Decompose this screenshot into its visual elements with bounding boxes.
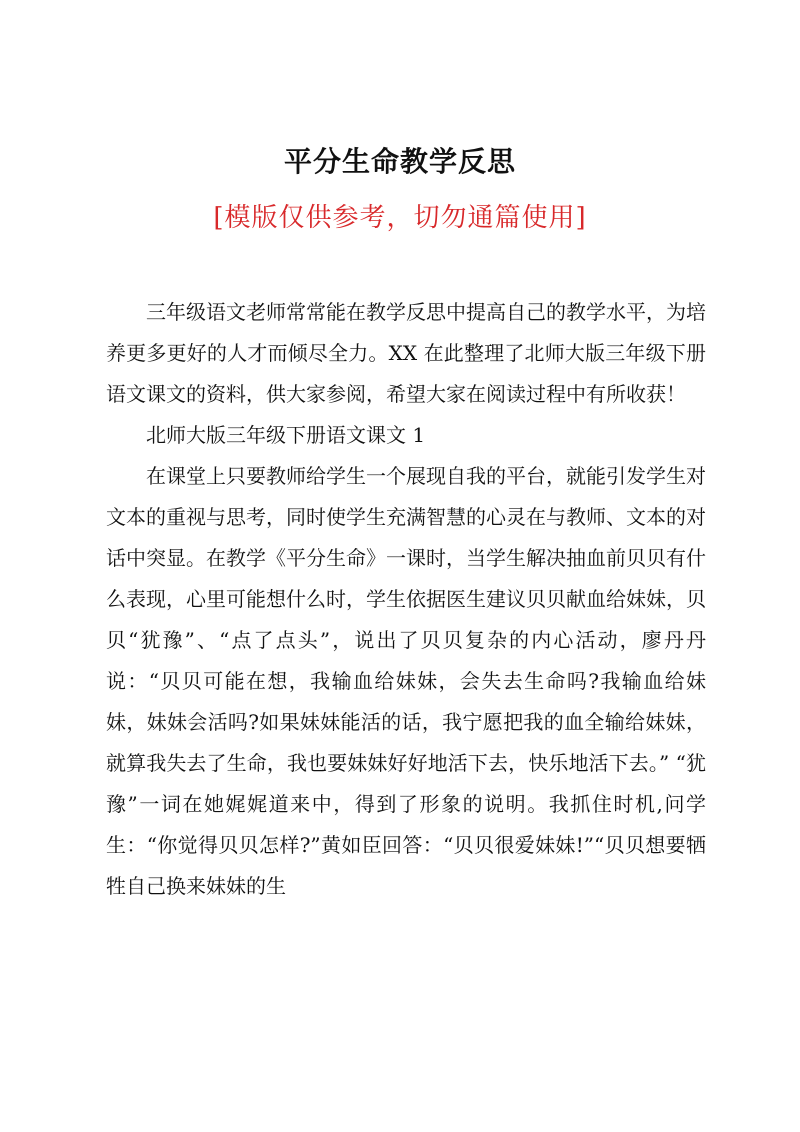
intro-paragraph: 三年级语文老师常常能在教学反思中提高自己的教学水平，为培养更多更好的人才而倾尽全力。XX 在此整理了北师大版三年级下册语文课文的资料，供大家参阅，希望大家在阅读过程中有所收获！	[106, 300, 706, 406]
section-heading: 北师大版三年级下册语文课文 1	[146, 423, 426, 447]
document-title: 平分生命教学反思	[283, 145, 516, 178]
document-body	[106, 292, 706, 907]
body-paragraph: 在课堂上只要教师给学生一个展现自我的平台，就能引发学生对文本的重视与思考，同时使学生充满智慧的心灵在与教师、文本的对话中突显。在教学《平分生命》一课时，当学生解决抽血前贝贝有什么表现，心里可能想什么时，学生依据医生建议贝贝献血给妹妹，贝贝“犹豫”、“点了点头”，说出了贝贝复杂的内心活动，廖丹丹说：“贝贝可能在想，我输血给妹妹，会失去生命吗?我输血给妹妹，妹妹会活吗?如果妹妹能活的话，我宁愿把我的血全输给妹妹，就算我失去了生命，我也要妹妹好好地活下去，快乐地活下去。” “犹豫”一词在她娓娓道来中，得到了形象的说明。我抓住时机,问学生：“你觉得贝贝怎样?”黄如臣回答：“贝贝很爱妹妹!”“贝贝想要牺牲自己换来妹妹的生	[106, 464, 706, 898]
template-notice: [模版仅供参考，切勿通篇使用]	[213, 203, 587, 233]
